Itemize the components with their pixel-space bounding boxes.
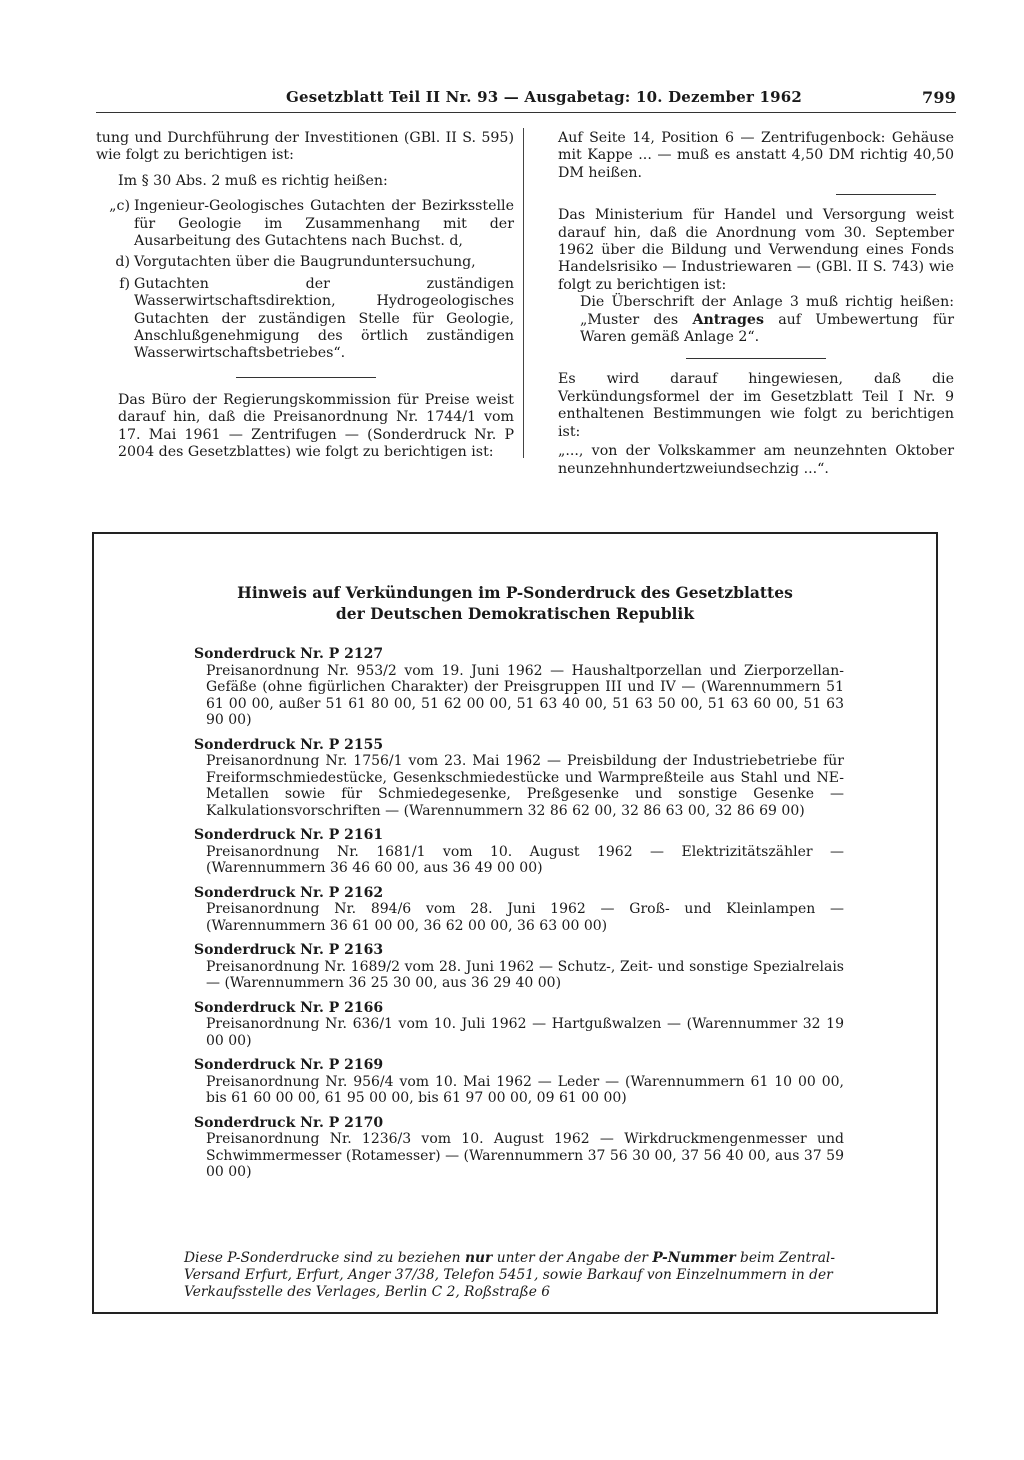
entry-text: Preisanordnung Nr. 1681/1 vom 10. August 1962 — Elektrizitätszähler — (Warennummern 36 46 60 00, aus 36 49 00 00) [206,843,844,876]
left-sub: Im § 30 Abs. 2 muß es richtig heißen: [118,172,388,189]
right-quote [536,294,954,346]
list-item [194,737,844,820]
entry-title: Sonderdruck Nr. P 2161 [194,827,384,843]
header-title: Gesetzblatt Teil II Nr. 93 — Ausgabetag: 10. Dezember 1962 [286,88,803,106]
entry-text: Preisanordnung Nr. 953/2 vom 19. Juni 1962 — Haushaltporzellan und Zierporzellan-Gefäße (ohne figürlichen Charakter) der Preisgruppen III und IV — (Warennummern 51 61 00 00, außer 51 61 80 00, 51 62 00 00, 51 63 40 00, 51 63 50 00, 51 63 60 00, 51 63 90 00) [206,662,844,728]
footer-part1: Diese P-Sonderdrucke sind zu beziehen [184,1250,461,1266]
entry-title: Sonderdruck Nr. P 2163 [194,942,384,958]
notice-box [92,532,938,1314]
quote-prefix: Die Überschrift der Anlage 3 muß richtig heißen: „Muster des [580,294,954,328]
list-item [96,276,514,363]
right-column [536,130,954,478]
list-item [194,885,844,935]
list-item [194,1057,844,1107]
right-para3-quote: „..., von der Volkskammer am neunzehnten Oktober neunzehnhundertzweiundsechzig ...“. [558,443,954,477]
quote-bold: Antrages [692,311,764,328]
quote-suffix: auf Umbewertung für Waren gemäß Anlage 2“. [580,311,954,346]
list-item [194,1000,844,1050]
list-item [194,646,844,729]
page-header [96,88,956,110]
entry-text: Preisanordnung Nr. 636/1 vom 10. Juli 1962 — Hartgußwalzen — (Warennummer 32 19 00 00) [206,1016,844,1049]
notice-heading [94,582,936,624]
column-divider [523,128,524,458]
list-item [194,1115,844,1181]
entry-text: Preisanordnung Nr. 1236/3 vom 10. August 1962 — Wirkdruckmengenmesser und Schwimmermesser (Rotamesser) — (Warennummern 37 56 30 00, 37 56 40 00, aus 37 59 00 00) [206,1131,844,1180]
separator-rule [686,358,826,359]
entry-title: Sonderdruck Nr. P 2170 [194,1114,384,1131]
item-text: Ingenieur-Geologisches Gutachten der Bezirksstelle für Geologie im Zusammenhang mit der Ausarbeitung des Gutachtens nach Buchst. d, [134,198,514,250]
notice-heading-line1: Hinweis auf Verkündungen im P-Sonderdruck des Gesetzblattes [237,583,793,602]
right-para2: Das Ministerium für Handel und Versorgung weist darauf hin, daß die Anordnung vom 30. September 1962 über die Bildung und Verwendung eines Fonds Handelsrisiko — Industriewaren — (GBl. II S. 743) wie folgt zu berichtigen ist: [558,207,954,293]
item-text: Gutachten der zuständigen Wasserwirtschaftsdirektion, Hydrogeologisches Gutachten der zuständigen Stelle für Geologie, Anschlußgenehmigung des örtlich zuständigen Wasserwirtschaftsbetriebes“. [134,275,514,362]
entry-text: Preisanordnung Nr. 894/6 vom 28. Juni 1962 — Groß- und Kleinlampen — (Warennummern 36 61 00 00, 36 62 00 00, 36 63 00 00) [206,901,844,934]
notice-entries [194,646,844,1189]
notice-heading-line2: der Deutschen Demokratischen Republik [335,604,695,623]
list-item [96,198,514,250]
list-item [96,254,514,271]
footer-nur: nur [464,1250,493,1266]
list-item [194,942,844,992]
header-rule [96,112,956,113]
entry-title: Sonderdruck Nr. P 2169 [194,1057,384,1073]
right-para3: Es wird darauf hingewiesen, daß die Verkündungsformel der im Gesetzblatt Teil I Nr. 9 enthaltenen Bestimmungen wie folgt zu berichtigen ist: [558,371,954,440]
left-column [96,130,514,462]
item-label: f) [119,275,130,292]
left-para2: Das Büro der Regierungskommission für Preise weist darauf hin, daß die Preisanordnung Nr. 1744/1 vom 17. Mai 1961 — Zentrifugen — (Sonderdruck Nr. P 2004 des Gesetzblattes) wie folgt zu berichtigen ist: [118,391,514,461]
left-intro: tung und Durchführung der Investitionen (GBl. II S. 595) wie folgt zu berichtigen ist: [96,130,514,164]
footer-pnum: P-Nummer [652,1250,736,1266]
entry-text: Preisanordnung Nr. 1756/1 vom 23. Mai 1962 — Preisbildung der Industriebetriebe für Freiformschmiedestücke, Gesenkschmiedestücke und Warmpreßteile aus Stahl und NE-Metallen sowie für Schmiedegesenke, Preßgesenke und sonstige Gesenke — Kalkulationsvorschriften — (Warennummern 32 86 62 00, 32 86 63 00, 32 86 69 00) [206,753,844,819]
entry-text: Preisanordnung Nr. 1689/2 vom 28. Juni 1962 — Schutz-, Zeit- und sonstige Spezialrelais — (Warennummern 36 25 30 00, aus 36 29 40 00) [206,958,844,991]
entry-title: Sonderdruck Nr. P 2162 [194,884,384,901]
list-item [194,827,844,877]
item-text: Vorgutachten über die Baugrunduntersuchung, [134,254,476,271]
entry-title: Sonderdruck Nr. P 2155 [194,736,384,753]
footer-part3: beim Zentral-Versand Erfurt, Erfurt, Anger 37/38, Telefon 5451, sowie Barkauf von Einzelnummern in der Verkaufsstelle des Verlages, Berlin C 2, Roßstraße 6 [184,1250,836,1300]
item-label: „c) [109,198,130,215]
entry-title: Sonderdruck Nr. P 2127 [194,646,384,662]
page-number: 799 [922,88,956,107]
entry-text: Preisanordnung Nr. 956/4 vom 10. Mai 1962 — Leder — (Warennummern 61 10 00 00, bis 61 60 00 00, 61 95 00 00, bis 61 97 00 00, 09 61 00 00) [206,1073,844,1106]
footer-part2: unter der Angabe der [496,1250,649,1266]
item-label: d) [115,254,130,271]
separator-rule [236,377,376,378]
separator-rule [836,194,936,195]
notice-footer [184,1250,844,1301]
right-para1: Auf Seite 14, Position 6 — Zentrifugenbock: Gehäuse mit Kappe ... — muß es anstatt 4,50 DM richtig 40,50 DM heißen. [558,130,954,181]
entry-title: Sonderdruck Nr. P 2166 [194,999,384,1016]
